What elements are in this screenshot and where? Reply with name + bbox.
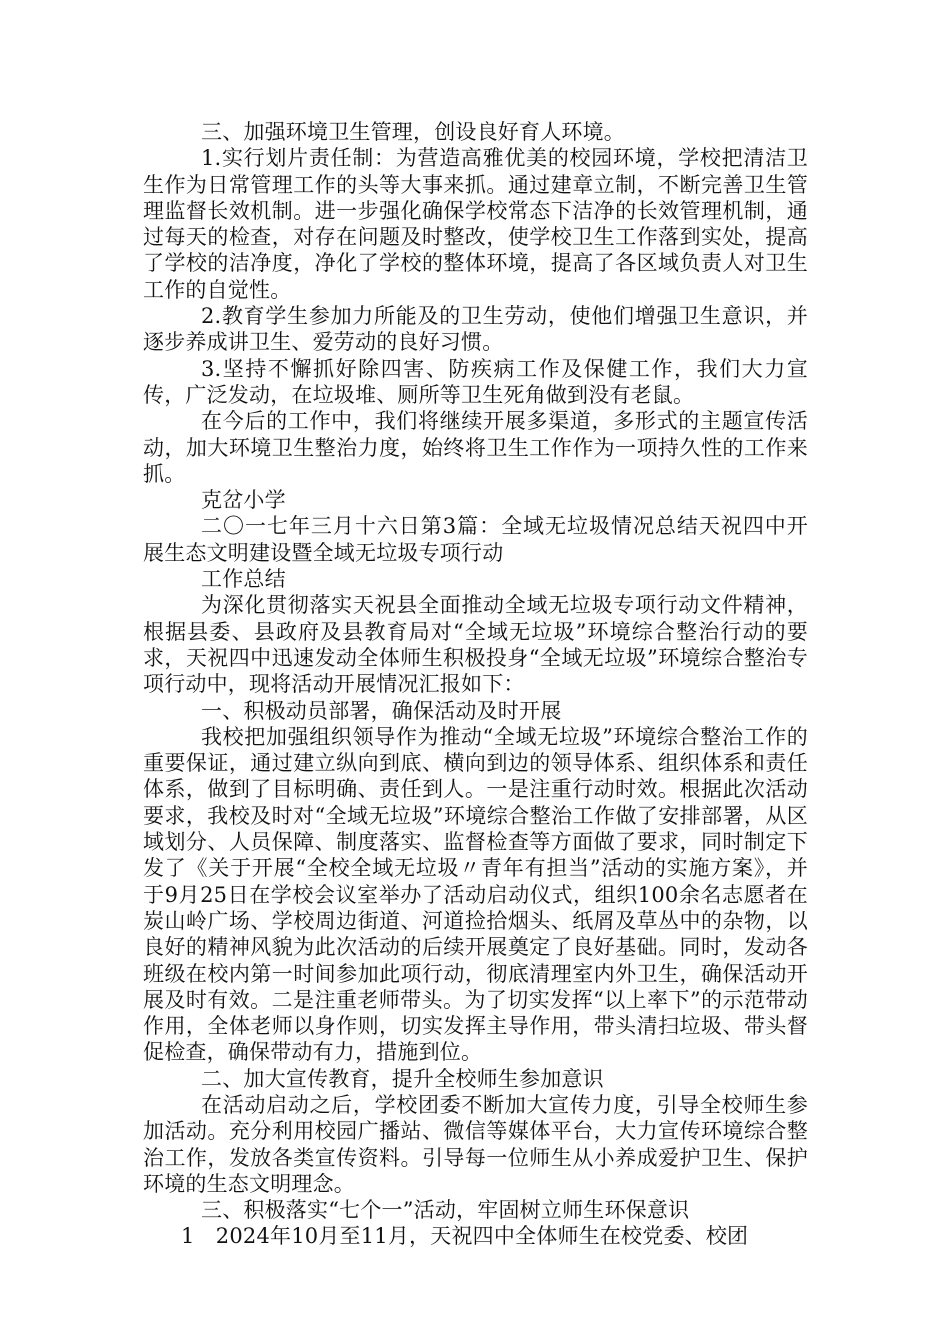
document-body xyxy=(143,119,808,1250)
paragraph-introduction: 为深化贯彻落实天祝县全面推动全域无垃圾专项行动文件精神，根据县委、县政府及县教育局对“全域无垃圾”环境综合整治行动的要求，天祝四中迅速发动全体师生积极投身“全域无垃圾”环境综合整治专项行动中，现将活动开展情况汇报如下： xyxy=(143,593,808,697)
paragraph-organization: 我校把加强组织领导作为推动“全域无垃圾”环境综合整治工作的重要保证，通过建立纵向到底、横向到边的领导体系、组织体系和责任体系，做到了目标明确、责任到人。一是注重行动时效。根据此次活动要求，我校及时对“全域无垃圾”环境综合整治工作做了安排部署，从区域划分、人员保障、制度落实、监督检查等方面做了要求，同时制定下发了《关于开展“全校全域无垃圾〃青年有担当”活动的实施方案》，并于9月25日在学校会议室举办了活动启动仪式，组织100余名志愿者在炭山岭广场、学校周边街道、河道捡拾烟头、纸屑及草丛中的杂物，以良好的精神风貌为此次活动的后续开展奠定了良好基础。同时，发动各班级在校内第一时间参加此项行动，彻底清理室内外卫生，确保活动开展及时有效。二是注重老师带头。为了切实发挥“以上率下”的示范带动作用，全体老师以身作则，切实发挥主导作用，带头清扫垃圾、带头督促检查，确保带动有力，措施到位。 xyxy=(143,724,808,1065)
paragraph-responsibility-system: 1.实行划片责任制：为营造高雅优美的校园环境，学校把清洁卫生作为日常管理工作的头等大事来抓。通过建章立制，不断完善卫生管理监督长效机制。进一步强化确保学校常态下洁净的长效管理机制，通过每天的检查，对存在问题及时整改，使学校卫生工作落到实处，提高了学校的洁净度，净化了学校的整体环境，提高了各区域负责人对卫生工作的自觉性。 xyxy=(143,146,808,302)
section-heading-mobilization: 一、积极动员部署，确保活动及时开展 xyxy=(201,698,562,723)
section-heading-seven-ones: 三、积极落实“七个一”活动，牢固树立师生环保意识 xyxy=(201,1198,690,1223)
school-signature: 克岔小学 xyxy=(201,488,286,513)
section-heading-publicity: 二、加大宣传教育，提升全校师生参加意识 xyxy=(201,1066,604,1091)
section-heading-environment: 三、加强环境卫生管理，创设良好育人环境。 xyxy=(201,120,625,144)
paragraph-publicity: 在活动启动之后，学校团委不断加大宣传力度，引导全校师生参加活动。充分利用校园广播站、微信等媒体平台，大力宣传环境综合整治工作，发放各类宣传资料。引导每一位师生从小养成爱护卫生、保护环境的生态文明理念。 xyxy=(143,1092,808,1196)
paragraph-hygiene-labor: 2.教育学生参加力所能及的卫生劳动，使他们增强卫生意识，并逐步养成讲卫生、爱劳动的良好习惯。 xyxy=(143,304,808,355)
work-summary-heading: 工作总结 xyxy=(201,567,286,592)
paragraph-activity-dates: 1 2024年10月至11月，天祝四中全体师生在校党委、校团 xyxy=(181,1224,749,1249)
date-and-article-title: 二〇一七年三月十六日第3篇：全域无垃圾情况总结天祝四中开展生态文明建设暨全域无垃圾专项行动 xyxy=(143,514,808,565)
paragraph-pest-control: 3.坚持不懈抓好除四害、防疾病工作及保健工作，我们大力宣传，广泛发动，在垃圾堆、厕所等卫生死角做到没有老鼠。 xyxy=(143,356,808,407)
paragraph-future-work: 在今后的工作中，我们将继续开展多渠道，多形式的主题宣传活动，加大环境卫生整治力度，始终将卫生工作作为一项持久性的工作来抓。 xyxy=(143,409,808,486)
